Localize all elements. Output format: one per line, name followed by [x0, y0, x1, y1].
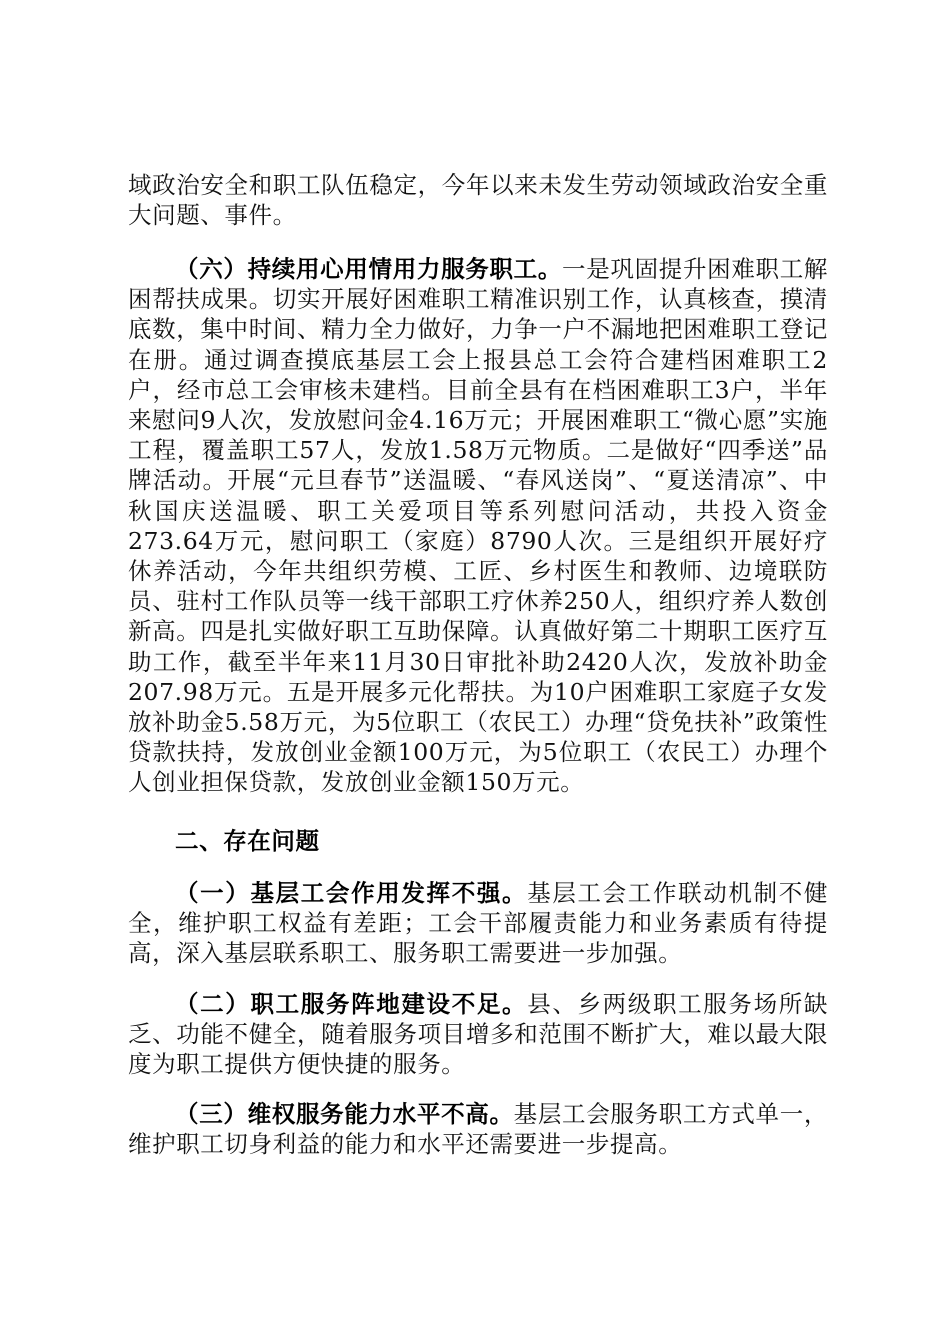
- paragraph-text: [128, 1099, 828, 1159]
- paragraph-text: [128, 254, 828, 798]
- paragraph-service-workers: [128, 254, 828, 798]
- paragraph-problem-1: [128, 878, 828, 969]
- paragraph-text: [128, 878, 828, 969]
- paragraph-lead: （六）持续用心用情用力服务职工。: [175, 255, 563, 283]
- section-heading-text: 二、存在问题: [175, 827, 320, 855]
- paragraph-text: [128, 989, 828, 1080]
- paragraph-problem-3: [128, 1099, 828, 1159]
- paragraph-lead: （二）职工服务阵地建设不足。: [175, 990, 528, 1018]
- paragraph-problem-2: [128, 989, 828, 1080]
- paragraph-lead: （一）基层工会作用发挥不强。: [175, 879, 528, 907]
- paragraph-body: 基层工会服务职工方式单一，维护职工切身利益的能力和水平还需要进一步提高。: [128, 1100, 828, 1159]
- paragraph-lead: （三）维权服务能力水平不高。: [175, 1100, 514, 1128]
- section-heading: [128, 826, 828, 856]
- paragraph-body: 一是巩固提升困难职工解困帮扶成果。切实开展好困难职工精准识别工作，认真核查，摸清底数，集中时间、精力全力做好，力争一户不漏地把困难职工登记在册。通过调查摸底基层工会上报县总工会符合建档困难职工2户，经市总工会审核未建档。目前全县有在档困难职工3户，半年来慰问9人次，发放慰问金4.16万元；开展困难职工“微心愿”实施工程，覆盖职工57人，发放1.58万元物质。二是做好“四季送”品牌活动。开展“元旦春节”送温暖、“春风送岗”、“夏送清凉”、中秋国庆送温暖、职工关爱项目等系列慰问活动，共投入资金273.64万元，慰问职工（家庭）8790人次。三是组织开展好疗休养活动，今年共组织劳模、工匠、乡村医生和教师、边境联防员、驻村工作队员等一线干部职工疗休养250人，组织疗养人数创新高。四是扎实做好职工互助保障。认真做好第二十期职工医疗互助工作，截至半年来11月30日审批补助2420人次，发放补助金207.98万元。五是开展多元化帮扶。为10户困难职工家庭子女发放补助金5.58万元，为5位职工（农民工）办理“贷免扶补”政策性贷款扶持，发放创业金额100万元，为5位职工（农民工）办理个人创业担保贷款，发放创业金额150万元。: [128, 255, 828, 797]
- paragraph-body: 县、乡两级职工服务场所缺乏、功能不健全，随着服务项目增多和范围不断扩大，难以最大限度为职工提供方便快捷的服务。: [128, 990, 828, 1079]
- paragraph-continuation: [128, 170, 828, 230]
- paragraph-text: 域政治安全和职工队伍稳定，今年以来未发生劳动领域政治安全重大问题、事件。: [128, 171, 828, 230]
- paragraph-body: 基层工会工作联动机制不健全，维护职工权益有差距；工会干部履责能力和业务素质有待提高，深入基层联系职工、服务职工需要进一步加强。: [128, 879, 828, 968]
